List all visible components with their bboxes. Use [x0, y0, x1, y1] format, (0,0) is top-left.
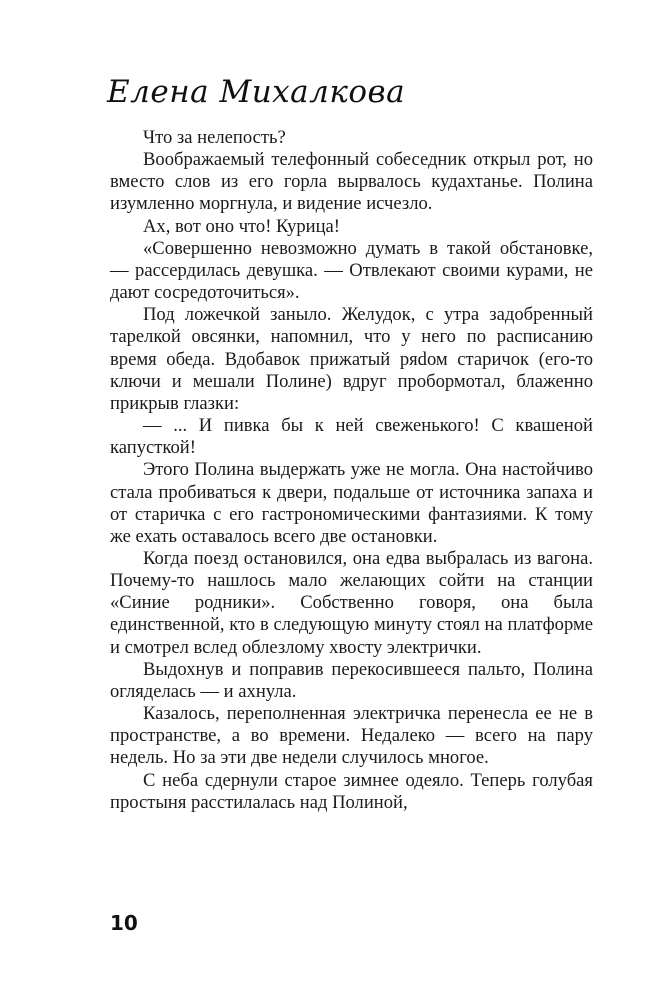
paragraph: С неба сдернули старое зимнее одеяло. Теперь голубая простыня расстилалась над Полиной, — [110, 769, 593, 813]
paragraph: «Совершенно невозможно думать в такой обстановке, — рассердилась девушка. — Отвлекают своими курами, не дают сосредоточиться». — [110, 237, 593, 304]
paragraph: Когда поезд остановился, она едва выбралась из вагона. Почему-то нашлось мало желающих сойти на станции «Синие родники». Собственно говоря, она была единственной, кто в следующую минуту стоял на платформе и смотрел вслед облезлому хвосту электрички. — [110, 547, 593, 658]
paragraph: Ах, вот оно что! Курица! — [143, 215, 341, 237]
paragraph: Этого Полина выдержать уже не могла. Она настойчиво стала пробиваться к двери, подальше от источника запаха и от старичка с его гастрономическими фантазиями. К тому же ехать оставалось всего две остановки. — [110, 459, 593, 547]
running-head-author: Елена Михалкова — [107, 74, 406, 110]
paragraph: Что за нелепость? — [143, 127, 286, 148]
body-text — [110, 127, 593, 814]
paragraph: Под ложечкой заныло. Желудок, с утра задобренный тарелкой овсянки, напомнил, что у него по расписанию время обеда. Вдобавок прижатый ряdом старичок (его-то ключи и мешали Полине) вдруг пробормотал, блаженно прикрыв глазки: — [110, 304, 593, 414]
paragraph: Воображаемый телефонный собеседник открыл рот, но вместо слов из его горла вырвалось кудахтанье. Полина изумленно моргнула, и видение исчезло. — [110, 149, 593, 215]
paragraph: Выдохнув и поправив перекосившееся пальто, Полина огляделась — и ахнула. — [110, 658, 593, 702]
paragraph: — ... И пивка бы к ней свеженького! С квашеной капусткой! — [110, 415, 593, 459]
page-number: 10 — [110, 911, 138, 935]
paragraph: Казалось, переполненная электричка перенесла ее не в пространстве, а во времени. Недалеко — всего на пару недель. Но за эти две недели случилось многое. — [110, 703, 593, 769]
